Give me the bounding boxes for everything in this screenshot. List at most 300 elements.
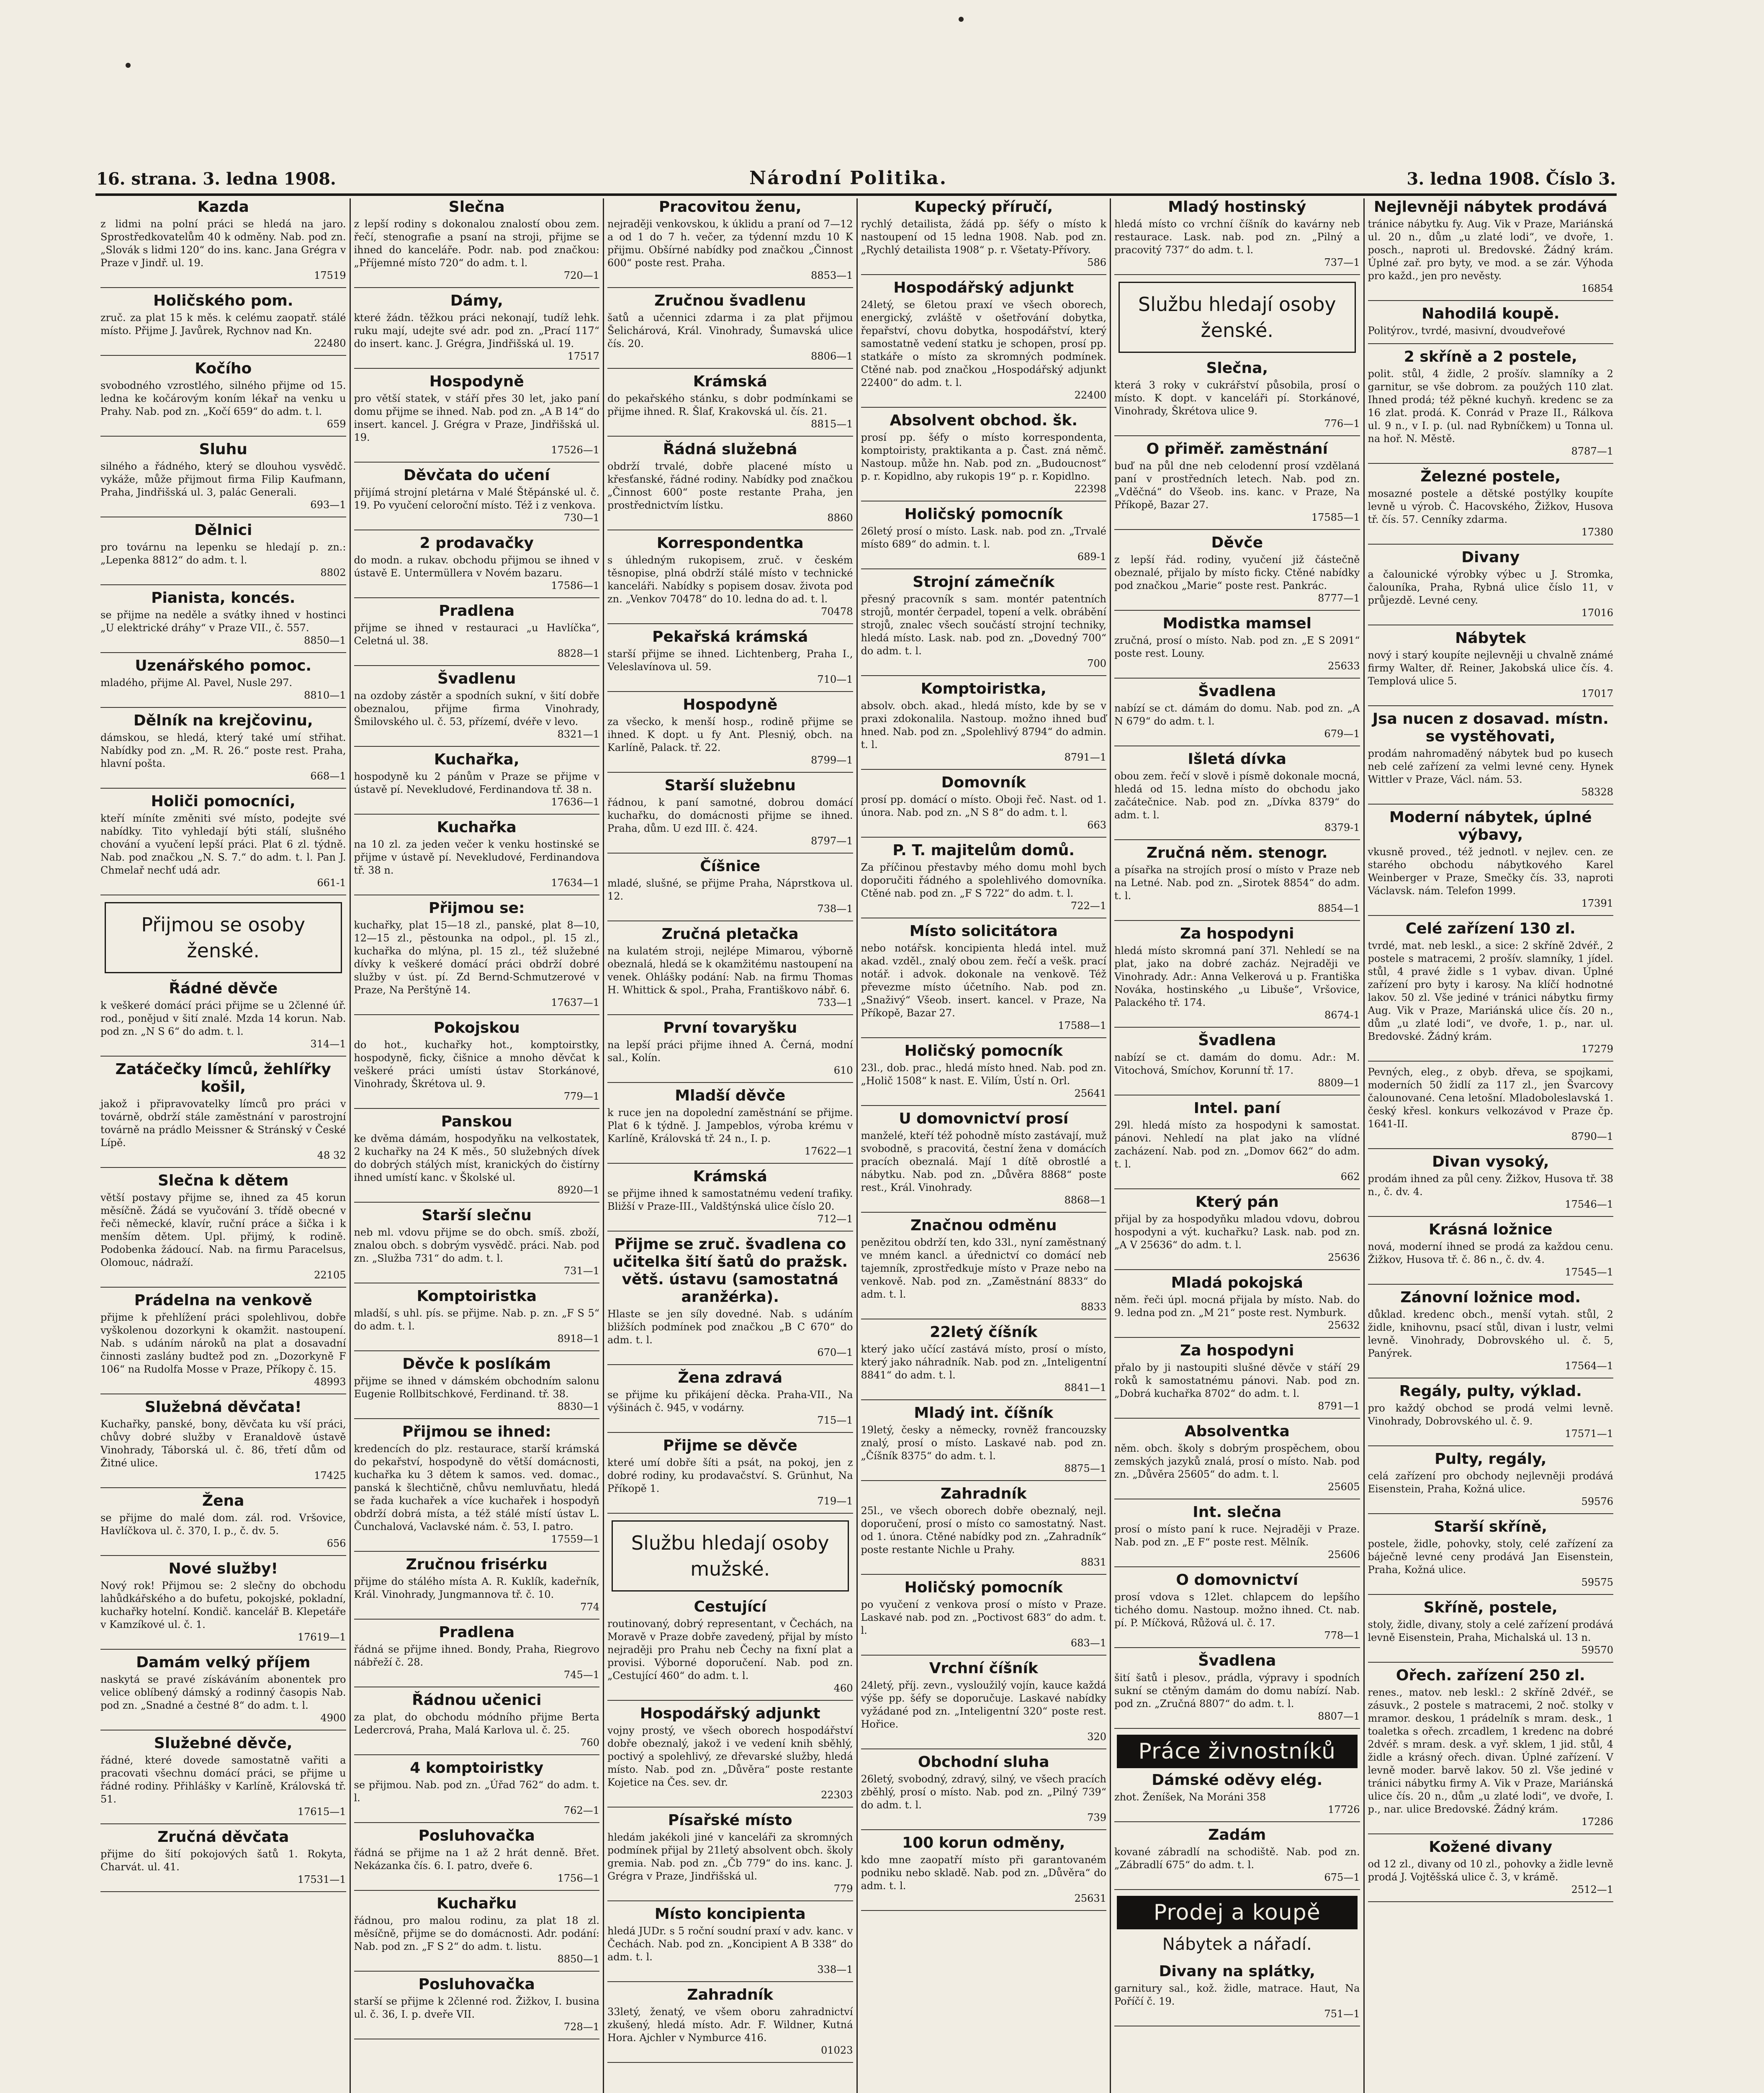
classified-ad	[861, 1042, 1107, 1099]
ad-text: kteří míníte změniti své místo, podejte své nabídky. Tito vyhledají býti stálí, slušného chování a vyučení lepší práci. Plat 6 zl. týdně. Nab. pod značkou „N. S. 7.“ do adm. t. l. Pan J. Chmelař nechť udá adr.	[100, 813, 346, 876]
ad-title: Kazda	[197, 198, 249, 216]
classified-ad	[100, 1061, 346, 1161]
ad-title: Vrchní číšník	[929, 1660, 1038, 1677]
ad-code: 762—1	[563, 1805, 599, 1816]
ad-title: Zručnou frisérku	[406, 1556, 548, 1573]
ad-title: Absolventka	[1184, 1423, 1290, 1440]
ad-title: Pracovitou ženu,	[658, 198, 802, 216]
ad-code: 338—1	[817, 1964, 853, 1975]
classified-ad	[861, 1834, 1107, 1904]
ad-text: do hot., kuchařky hot., komptoirstky, hospodyně, ficky, čišnice a mnoho děvčat k veškeré práci umísti ústav Storkánové, Vinohrady, Škrétova ul. 9.	[354, 1039, 599, 1090]
ad-code: 679—1	[1324, 728, 1360, 740]
classified-ad	[861, 774, 1107, 831]
ad-title: Absolvent obchod. šk.	[890, 412, 1078, 429]
ad-separator	[1114, 1027, 1360, 1028]
ad-text: na ozdoby zástěr a spodních sukní, v šití dobře obeznalou, přijme firma Vinohrady, Šmilovského ul. č. 53, přízemí, dvéře v levo.	[354, 690, 599, 728]
ad-text: jakož i připravovatelky límců pro práci v továrně, obdrží stále zaměstnání v parostrojní továrně na prádlo Meissner & Stránský v České Lípě.	[100, 1098, 346, 1149]
ad-text: prodám ihned za půl ceny. Žižkov, Husova tř. 38 n., č. dv. 4.	[1368, 1173, 1613, 1198]
ad-separator	[100, 1056, 346, 1057]
ad-separator	[354, 1971, 600, 1972]
ad-text: kuchařky, plat 15—18 zl., panské, plat 8—10, 12—15 zl., pěstounka na odpol., pl. 15 zl., kuchařka do mlýna, pl. 15 zl., též služebné dívky k veškeré domácí práci obdrží dobré služby v úst. pí. Zd Bernd-Schmutzerové v Praze, Na Perštýně 14.	[354, 919, 599, 996]
ad-text: 26letý prosí o místo. Lask. nab. pod zn. „Trvalé místo 689“ do admin. t. l.	[861, 525, 1106, 550]
classified-ad	[1114, 440, 1360, 523]
ad-text: prosí o místo paní k ruce. Nejraději v Praze. Nab. pod zn. „E F“ poste rest. Mělník.	[1114, 1523, 1360, 1548]
ad-code: 48 32	[317, 1149, 346, 1161]
ad-text: přijme se ihned v dámském obchodním salonu Eugenie Rollbitschkové, Ferdinand. tř. 38.	[354, 1375, 599, 1400]
ad-code: 17425	[314, 1470, 346, 1481]
ad-title: Nábytek	[1455, 630, 1526, 647]
ad-text: se přijme ku přikájení děcka. Praha-VII., Na výšinách č. 945, v vodárny.	[607, 1389, 853, 1414]
ad-title: Žena zdravá	[678, 1369, 782, 1386]
ad-code: 693—1	[310, 499, 346, 511]
ad-title: Divany	[1461, 549, 1520, 566]
ad-title: Hospodářský adjunkt	[893, 279, 1074, 296]
ad-title: Dámy,	[450, 292, 503, 309]
ad-title: Zatáčečky límců, žehlířky košil,	[115, 1061, 331, 1095]
classified-ad	[607, 1236, 853, 1358]
ad-code: 17615—1	[297, 1806, 346, 1818]
ad-separator	[354, 1418, 600, 1419]
ad-title: Panskou	[441, 1113, 512, 1130]
ad-separator	[1368, 1284, 1614, 1285]
classified-ad	[1114, 1032, 1360, 1089]
ad-text: která 3 roky v cukrářství působila, prosí o místo. K dopt. v kanceláři pí. Storkánové, Vinohrady, Škrétova ulice 9.	[1114, 379, 1360, 417]
ad-title: Švadlena	[1198, 683, 1276, 700]
classified-ad	[607, 858, 853, 915]
classified-ad	[1368, 1667, 1614, 1828]
classified-ad	[354, 1355, 600, 1412]
classified-ad	[861, 279, 1107, 401]
ad-separator	[607, 772, 853, 773]
classified-ad	[1114, 1772, 1360, 1815]
classified-ad	[1368, 710, 1614, 798]
ad-separator	[1368, 1594, 1614, 1595]
ad-text: hledá místo skromná paní 37l. Nehledí se na plat, jako na dobré zacház. Nejraději ve Vinohrady. Adr.: Anna Velkerová u p. Františka Nováka, hostinského „u Libuše“, Vršovice, Palackého tř. 174.	[1114, 945, 1360, 1008]
ad-text: 33letý, ženatý, ve všem oboru zahradnictví zkušený, hledá místo. Adr. F. Wildner, Kutná Hora. Ajchler v Nymburce 416.	[607, 2006, 853, 2044]
ad-text: na kulatém stroji, nejlépe Mimarou, výborně obeznalá, hledá se k okamžitému nastoupení na venek. Ohlášky podání: Nab. na firmu Thomas H. Whittick & spol., Praha, Františkovo nábř. 6.	[607, 945, 853, 996]
ad-code: 22400	[1074, 389, 1106, 401]
ad-text: z lepší řád. rodiny, vyučení již částečně obeznalé, přijalo by místo ficky. Ctěné nabídky pod značkou „Marie“ poste rest. Pankrác.	[1114, 554, 1360, 591]
ad-separator	[1114, 1337, 1360, 1338]
classified-ad	[607, 441, 853, 524]
ad-separator	[354, 1890, 600, 1891]
ad-text: garnitury sal., kož. židle, matrace. Haut, Na Poříčí č. 19.	[1114, 1982, 1360, 2007]
classified-ad	[100, 793, 346, 889]
ad-code: 8920—1	[557, 1184, 599, 1196]
ad-code: 8868—1	[1064, 1194, 1106, 1206]
ad-separator	[1368, 1662, 1614, 1663]
section-heading-box: Službu hledají osoby ženské.	[1119, 282, 1356, 353]
ad-code: 737—1	[1324, 257, 1360, 268]
classified-ad	[354, 602, 600, 659]
ad-text: mladé, slušné, se přijme Praha, Náprstkova ul. 12.	[607, 877, 853, 902]
ad-title: Krásná ložnice	[1428, 1221, 1553, 1238]
ad-separator	[354, 1014, 600, 1015]
ad-separator	[354, 462, 600, 463]
ad-code: 745—1	[563, 1669, 599, 1681]
ad-code: 8860	[827, 512, 853, 524]
classified-ad	[861, 506, 1107, 563]
classified-ad	[100, 1172, 346, 1281]
classified-ad	[607, 1369, 853, 1426]
classified-ad	[1368, 1153, 1614, 1210]
ad-title: Přijmou se ihned:	[402, 1423, 551, 1440]
ad-code: 8854—1	[1318, 903, 1360, 914]
ad-text: za všecko, k menší hosp., rodině přijme se ihned. K dopt. u fy Ant. Plesniý, obch. na Karlíně, Palack. tř. 22.	[607, 716, 853, 753]
ad-separator	[354, 1108, 600, 1109]
ad-code: 25641	[1074, 1088, 1106, 1099]
classified-ad	[354, 1759, 600, 1816]
ad-code: 22303	[821, 1789, 853, 1801]
ad-title: Žena	[202, 1492, 244, 1509]
ad-separator	[1368, 1513, 1614, 1514]
ad-code: 719—1	[817, 1495, 853, 1507]
ad-text: řádné, které dovede samostatně vařiti a pracovati všechnu domácí práci, se přijme u řádné rodiny. Přihlášky v Karlíně, Královská tř. 51.	[100, 1754, 346, 1805]
classified-ad	[607, 696, 853, 766]
classified-ad	[1114, 1963, 1360, 2020]
ad-title: Písařské místo	[668, 1812, 792, 1829]
ad-text: dámskou, se hledá, který také umí střihat. Nabídky pod zn. „M. R. 26.“ poste rest. Praha, hlavní pošta.	[100, 732, 346, 769]
ad-text: k veškeré domácí práci přijme se u 2členné úř. rod., ponějud v šití znalé. Mzda 14 korun. Nab. pod zn. „N S 6“ do adm. t. l.	[100, 1000, 346, 1037]
ad-code: 8809—1	[1318, 1077, 1360, 1089]
ad-text: vojny prostý, ve všech oborech hospodářství dobře obeznalý, jakož i ve vedení knih sběhlý, poctivý a spolehlivý, ze dřevarské služby, hledá místo. Nab. pod zn. „Důvěra“ poste restante Kojetice na Čes. sev. dr.	[607, 1725, 853, 1788]
ad-separator	[100, 1649, 346, 1650]
classified-ad	[861, 412, 1107, 495]
ad-text: mladého, přijme Al. Pavel, Nusle 297.	[100, 677, 293, 689]
classified-ad	[1114, 1193, 1360, 1263]
ad-code: 668—1	[310, 770, 346, 782]
classified-ad	[1368, 468, 1614, 538]
ad-code: 59576	[1581, 1496, 1613, 1507]
ad-title: Značnou odměnu	[910, 1217, 1057, 1234]
ad-text: 24letý, se 6letou praxí ve všech oborech, energický, zvláště v ošetřování dobytka, řepařství, chovu dobytka, hospodářství, který samostatně vedení statku je schopen, prosí pp. statkáře o místo za skromných podmínek. Ctěné nab. pod značkou „Hospodářský adjunkt 22400“ do adm. t. l.	[861, 299, 1106, 388]
ad-title: Holičský pomocník	[904, 506, 1063, 523]
ad-text: 29l. hledá místo za hospodyni k samostat. pánovi. Nehledí na plat jako na vlídné zacházení. Nab. pod zn. „Domov 662“ do adm. t. l.	[1114, 1119, 1360, 1170]
ad-text: a čalounické výrobky výbec u J. Stromka, čalouníka, Praha, Rybná ulice číslo 11, v průjezdě. Levné ceny.	[1368, 568, 1613, 606]
ad-separator	[607, 1014, 853, 1015]
classified-ad	[861, 1217, 1107, 1313]
ad-code: 16854	[1581, 283, 1613, 294]
ad-separator	[100, 287, 346, 288]
ad-separator	[1114, 529, 1360, 530]
ad-text: po vyučení z venkova prosí o místo v Praze. Laskavé nab. pod zn. „Poctivost 683“ do adm. t. l.	[861, 1599, 1106, 1636]
ad-title: Holičský pomocník	[904, 1579, 1063, 1596]
classified-ad	[607, 628, 853, 685]
classified-ad	[100, 1828, 346, 1885]
ad-text: naskytá se pravé získáváním abonentek pro velice oblíbený dámský a rodinný časopis Nab. pod zn. „Snadné a čestné 8“ do adm. t. l.	[100, 1674, 346, 1711]
ad-title: První tovaryšku	[663, 1019, 797, 1036]
ad-separator	[861, 837, 1107, 838]
page-header	[96, 169, 1616, 194]
ad-code: 8850—1	[557, 1953, 599, 1965]
ad-title: Zadám	[1208, 1826, 1266, 1844]
ad-separator	[861, 407, 1107, 408]
classified-ad	[354, 1895, 600, 1965]
ad-code: 17571—1	[1565, 1428, 1613, 1440]
ad-text: starší přijme se ihned. Lichtenberg, Praha I., Veleslavínova ul. 59.	[607, 648, 853, 673]
ad-title: Krámská	[693, 373, 767, 390]
ad-title: Nové služby!	[168, 1560, 278, 1577]
classified-ad	[607, 1168, 853, 1225]
classified-ad	[861, 1324, 1107, 1394]
classified-ad	[354, 900, 600, 1008]
ad-separator	[100, 355, 346, 356]
ad-text: buď na půl dne neb celodenní prosí vzdělaná paní v prostředních letech. Nab. pod zn. „Vděčná“ do Všeob. ins. kanc. v Praze, Na Příkopě, Bazar 27.	[1114, 460, 1360, 511]
classified-ad	[100, 1560, 346, 1643]
ad-code: 700	[1087, 658, 1106, 669]
classified-ad	[354, 1423, 600, 1545]
classified-ad	[1114, 1504, 1360, 1561]
ad-text: nejraději venkovskou, k úklidu a praní od 7—12 a od 1 do 7 h. večer, za týdenní mzdu 10 K přijmu. Obšírné nabídky pod značkou „Činnost 600“ poste rest. Praha.	[607, 218, 853, 269]
header-right: 3. ledna 1908. Číslo 3.	[1407, 169, 1616, 189]
ad-code: 59575	[1581, 1576, 1613, 1588]
ad-title: Skříně, postele,	[1423, 1599, 1558, 1616]
column-6	[1365, 198, 1617, 2093]
ad-code: 8841—1	[1064, 1382, 1106, 1394]
ad-code: 8790—1	[1571, 1131, 1613, 1142]
ad-separator	[607, 691, 853, 692]
ad-separator	[607, 368, 853, 369]
ad-text: Nový rok! Přijmou se: 2 slečny do obchodu lahůdkářského a do bufetu, pokojské, pokladní, kuchařky hotelní. Kondič. kancelář B. Klepetáře v Kamzíkové ul. č. 1.	[100, 1580, 346, 1630]
ad-text: pro větší statek, v stáří přes 30 let, jako paní domu přijme se ihned. Nab. pod zn. „A B 14“ do insert. kancel. J. Grégra v Praze, Jindřišská ul. 19.	[354, 393, 599, 443]
ad-text: na lepší práci přijme ihned A. Černá, modní sal., Kolín.	[607, 1039, 853, 1064]
classified-ad	[1368, 809, 1614, 909]
classified-ad	[1368, 1383, 1614, 1440]
ad-text: ke dvěma dámám, hospodyňku na velkostatek, 2 kuchařky na 24 K měs., 50 služebných dívek do dobrých stálých míst, kranických do čistírny ihned umístí kanc. v Školské ul.	[354, 1133, 599, 1183]
ad-separator	[1368, 1901, 1614, 1902]
classified-ad	[1368, 305, 1614, 337]
classified-ad	[607, 1437, 853, 1507]
ad-text: řádná se přijme na 1 až 2 hrát denně. Břet. Nekázanka čís. 6. I. patro, dveře 6.	[354, 1847, 599, 1872]
classified-ad	[1114, 1826, 1360, 1883]
classified-ad	[100, 712, 346, 782]
ad-code: 663	[1087, 819, 1106, 831]
ad-separator	[607, 1900, 853, 1901]
classified-ad	[1114, 1274, 1360, 1331]
ad-title: Přijmou se:	[429, 900, 525, 917]
column-2	[351, 198, 604, 2093]
ad-code: 25632	[1328, 1319, 1360, 1331]
ad-title: Dělnici	[194, 522, 252, 539]
ad-text: Kuchařky, panské, bony, děvčata ku vší práci, chůvy dobré služby v Eranaldově ústavě Vinohrady, Táborská ul. č. 86, třetí dům od Žitné ulice.	[100, 1418, 346, 1469]
ad-title: Kočího	[195, 360, 252, 377]
ad-separator	[1114, 1566, 1360, 1567]
ad-separator	[607, 2062, 853, 2063]
ad-separator	[607, 1364, 853, 1365]
header-left: 16. strana. 3. ledna 1908.	[96, 169, 336, 189]
ad-text: se přijme na neděle a svátky ihned v hostinci „U elektrické dráhy“ v Praze VII., č. 557.	[100, 609, 346, 634]
ad-code: 17017	[1581, 688, 1613, 699]
classified-ad	[1368, 1599, 1614, 1656]
ad-text: z lidmi na polní práci se hledá na jaro. Sprostředkovatelům 40 k odměny. Nab. pod zn. „Slovák s lidmi 120“ do ins. kanc. Jana Grégra v Praze v Jindř. ul. 19.	[100, 218, 346, 269]
ad-code: 610	[833, 1064, 853, 1076]
ad-title: Strojní zámečník	[913, 573, 1055, 591]
ad-separator	[1114, 274, 1360, 275]
ad-separator	[1114, 1418, 1360, 1419]
classified-ad	[354, 1113, 600, 1196]
ad-text: přijme do šití pokojových šatů 1. Rokyta, Charvát. ul. 41.	[100, 1848, 346, 1873]
ad-title: Kuchařku	[437, 1895, 517, 1912]
ad-code: 730—1	[563, 512, 599, 524]
ad-text: zručná, prosí o místo. Nab. pod zn. „E S 2091“ poste rest. Louny.	[1114, 635, 1360, 659]
ad-separator	[861, 1105, 1107, 1106]
classified-ad	[607, 1812, 853, 1895]
classified-ad	[861, 1660, 1107, 1743]
ad-text: postele, židle, pohovky, stoly, celé zařízení za báječně levné ceny prodává Jan Eisenstein, Praha, Kožná ulice.	[1368, 1538, 1613, 1576]
ad-code: 58328	[1581, 786, 1613, 798]
ad-title: Divan vysoký,	[1432, 1153, 1549, 1170]
ad-code: 8791—1	[1064, 751, 1106, 763]
ad-title: Išletá dívka	[1188, 751, 1286, 768]
ad-separator	[100, 788, 346, 789]
ad-title: Pianista, koncés.	[151, 589, 296, 607]
ad-title: Mladý int. číšník	[914, 1404, 1054, 1422]
ad-code: 8799—1	[811, 754, 853, 766]
ad-code: 733—1	[817, 997, 853, 1008]
classified-ad	[354, 1556, 600, 1613]
ad-title: Místo solicitátora	[909, 923, 1058, 940]
ad-title: 4 komptoiristky	[410, 1759, 544, 1777]
ad-text: přijímá strojní pletárna v Malé Štěpánské ul. č. 19. Po vyučení celoroční místo. Též i z venkova.	[354, 486, 599, 511]
ad-title: Zánovní ložnice mod.	[1400, 1289, 1581, 1306]
ad-code: 17391	[1581, 897, 1613, 909]
classified-ad	[861, 1579, 1107, 1649]
ad-title: Holičského pom.	[153, 292, 293, 309]
classified-ad	[1368, 630, 1614, 699]
ad-text: manželé, kteří též pohodně místo zastávají, muž svobodně, s pracovitá, čestní žena v domácích pracích obeznalá. Mají 1 dítě obrostlé a nábytku. Nab. pod zn. „Důvěra 8868“ poste rest., Král. Vinohrady.	[861, 1130, 1106, 1193]
ad-separator	[607, 1700, 853, 1701]
ad-code: 25606	[1328, 1549, 1360, 1561]
classified-ad	[100, 1735, 346, 1818]
ad-text: šití šatů i plesov., prádla, výpravy i spodních sukní se ctěným damám do domu nabízí. Nab. pod zn. „Zručná 8807“ do adm. t. l.	[1114, 1672, 1360, 1710]
ad-separator	[861, 568, 1107, 569]
ad-text: kované zábradlí na schodiště. Nab. pod zn. „Zábradlí 675“ do adm. t. l.	[1114, 1846, 1360, 1871]
ad-code: 48993	[314, 1376, 346, 1388]
classified-ad	[1114, 615, 1360, 672]
classified-ad	[607, 777, 853, 847]
classified-ad	[354, 373, 600, 456]
ad-code: 738—1	[817, 903, 853, 915]
ad-code: 8853—1	[811, 270, 853, 281]
ad-text: k ruce jen na dopolední zaměstnání se přijme. Plat 6 k týdně. J. Jampeblos, výroba krému v Karlíně, Královská tř. 24 n., I. p.	[607, 1107, 853, 1144]
ad-title: Dámské oděvy elég.	[1152, 1772, 1323, 1789]
ad-text: 24letý, příj. zevn., vysloužilý vojín, kauce každá výše pp. šéfy se doporučuje. Laskavé nabídky vyžádané pod zn. „Inteligentní 320“ poste rest. Hořice.	[861, 1679, 1106, 1730]
ad-separator	[354, 1822, 600, 1823]
ad-separator	[1368, 705, 1614, 706]
section-banner: Prodej a koupě	[1117, 1896, 1358, 1929]
ad-text: silného a řádného, který se dlouhou vysvědč. vykáže, může přijmout firma Filip Kaufmann, Praha, Jindřišská ul. 3, palác Generali.	[100, 460, 346, 498]
ad-code: 17286	[1581, 1816, 1613, 1828]
ad-code: 683—1	[1070, 1637, 1106, 1649]
ad-separator	[354, 746, 600, 747]
ad-text: hospodyně ku 2 pánům v Praze se přijme v ústavě pí. Nevekludové, Ferdinandova tř. 38 n.	[354, 771, 599, 795]
ad-code: 8850—1	[304, 635, 346, 646]
classified-ad	[354, 467, 600, 524]
ad-separator	[861, 1748, 1107, 1749]
ad-separator	[1114, 920, 1360, 921]
ad-text: vkusně proved., též jednotl. v nejlev. cen. ze starého obchodu nábytkového Karel Weinberger v Praze, Smečky čís. 33, naproti Václavsk. nám. Telefon 1999.	[1368, 846, 1613, 897]
ad-separator	[607, 1432, 853, 1433]
classified-ad	[861, 573, 1107, 669]
ad-text: prosí pp. domácí o místo. Oboji řeč. Nast. od 1. února. Nab. pod zn. „N S 8“ do adm. t. l.	[861, 794, 1106, 818]
ad-code: 670—1	[817, 1347, 853, 1358]
ad-code: 751—1	[1324, 2008, 1360, 2020]
classified-ad	[100, 1292, 346, 1388]
classified-ad	[1368, 920, 1614, 1055]
ad-code: 720—1	[563, 270, 599, 281]
ad-title: Pekařská krámská	[652, 628, 808, 645]
classified-ad	[607, 1087, 853, 1157]
ad-title: Kuchařka	[437, 819, 517, 836]
ad-text: přalo by ji nastoupiti slušné děvče v stáří 29 roků k samostatnému pánovi. Nab. pod zn. „Dobrá kuchařka 8702“ do adm. t. l.	[1114, 1362, 1360, 1399]
ad-code: 8831	[1080, 1556, 1106, 1568]
ad-text: mosazné postele a dětské postýlky koupíte levně u výrob. Č. Hacovského, Žižkov, Husova tř. čís. 57. Cenníky zdarma.	[1368, 488, 1613, 525]
ad-code: 17619—1	[297, 1631, 346, 1643]
ad-title: O přiměř. zaměstnání	[1146, 440, 1328, 458]
ad-title: Zručná pletačka	[661, 926, 799, 943]
ad-code: 70478	[821, 606, 853, 617]
ad-text: renes., matov. neb leskl.: 2 skříně 2dvéř., se zásuvk., 2 postele s matracemi, 2 noč. stolky v mramor. deskou, 1 prádelník s mram. desk., 1 toaletka s ořech. zrcadlem, 1 kredenc na dobré 2dvéř. s mram. desk. a vyř. sklem, 1 jid. stůl, 4 židle a krásný ořech. divan. Úplné zařízení. V levně moder. barvě lakov. 50 zl. Vše jediné v tránici nábytku firmy A. Vik v Praze, Mariánská ulice čís. 20 n., dům „u zlaté lodi“, ve dvoře, I. p., nar. ulice Bredovské. Žádný krám.	[1368, 1687, 1613, 1815]
ad-separator	[100, 436, 346, 437]
ad-text: které umí dobře šíti a psát, na pokoj, jen z dobré rodiny, ku prodavačství. S. Grünhut, Na Příkopě 1.	[607, 1457, 853, 1494]
column-5	[1111, 198, 1365, 2093]
classified-ad	[1114, 1652, 1360, 1722]
ad-text: hledá místo co vrchní číšník do kavárny neb restaurace. Lask. nab. pod zn. „Pilný a pracovitý 737“ do adm. t. l.	[1114, 218, 1360, 256]
ad-separator	[1368, 300, 1614, 301]
ad-text: svobodného vzrostlého, silného přijme od 15. ledna ke kočárovým koním lékař na venku u Prahy. Nab. pod zn. „Kočí 659“ do adm. t. l.	[100, 380, 346, 417]
ad-separator	[607, 1163, 853, 1164]
classified-ad	[354, 1288, 600, 1345]
ad-title: Slečna,	[1206, 360, 1268, 377]
classified-ad	[1368, 348, 1614, 457]
print-speck	[959, 17, 964, 22]
section-heading-box: Službu hledají osoby mužské.	[612, 1520, 849, 1592]
ad-title: Železné postele,	[1420, 468, 1561, 485]
classified-ad	[100, 980, 346, 1050]
ad-code: 776—1	[1324, 418, 1360, 429]
classified-ad	[100, 292, 346, 349]
ad-separator	[861, 675, 1107, 676]
classified-ad	[354, 292, 600, 362]
ad-text: něm. řeči úpl. mocná přijala by místo. Nab. do 9. ledna pod zn. „M 21“ poste rest. Nymburk.	[1114, 1294, 1360, 1319]
ad-code: 8833	[1080, 1301, 1106, 1313]
ad-text: něm. obch. školy s dobrým prospěchem, obou zemských jazyků znalá, prosí o místo. Nab. pod zn. „Důvěra 25605“ do adm. t. l.	[1114, 1442, 1360, 1480]
ad-text: Politýrov., tvrdé, masivní, dvoudveřové	[1368, 325, 1566, 337]
ad-separator	[607, 1807, 853, 1808]
ad-title: 22letý číšník	[930, 1324, 1038, 1341]
ad-title: 100 korun odměny,	[902, 1834, 1065, 1851]
ad-code: 17564—1	[1565, 1360, 1613, 1372]
ad-text: routinovaný, dobrý representant, v Čechách, na Moravě v Praze dobře zavedený, přijal by místo nejraději pro Prahu neb Čechy na fixní plat a provisi. Výborné doporučení. Nab. pod zn. „Cestující 460“ do adm. t. l.	[607, 1618, 853, 1682]
ad-text: kdo mne zaopatří místo při garantovaném podniku nebo skladě. Nab. pod zn. „Důvěra“ do adm. t. l.	[861, 1854, 1106, 1892]
print-speck	[126, 63, 131, 68]
ad-code: 17531—1	[297, 1874, 346, 1885]
ad-code: 586	[1087, 257, 1106, 268]
ad-code: 715—1	[817, 1414, 853, 1426]
ad-separator	[354, 1551, 600, 1552]
ad-title: O domovnictví	[1176, 1571, 1299, 1589]
ad-text: pro každý obchod se prodá velmi levně. Vinohrady, Dobrovského ul. č. 9.	[1368, 1402, 1613, 1427]
ad-title: Divany na splátky,	[1159, 1963, 1315, 1980]
ad-separator	[1114, 839, 1360, 840]
classified-ad	[100, 1492, 346, 1549]
classified-ad	[1114, 1423, 1360, 1493]
ad-separator	[1114, 1647, 1360, 1648]
classified-ad	[354, 819, 600, 889]
ad-code: 17526—1	[551, 444, 599, 456]
ad-text: s úhledným rukopisem, zruč. v českém těsnopise, plná obdrží stálé místo v technické kanceláři. Nabídky s popisem dosav. života pod zn. „Venkov 70478“ do 10. ledna do ad. t. l.	[607, 554, 853, 605]
ad-separator	[861, 769, 1107, 770]
